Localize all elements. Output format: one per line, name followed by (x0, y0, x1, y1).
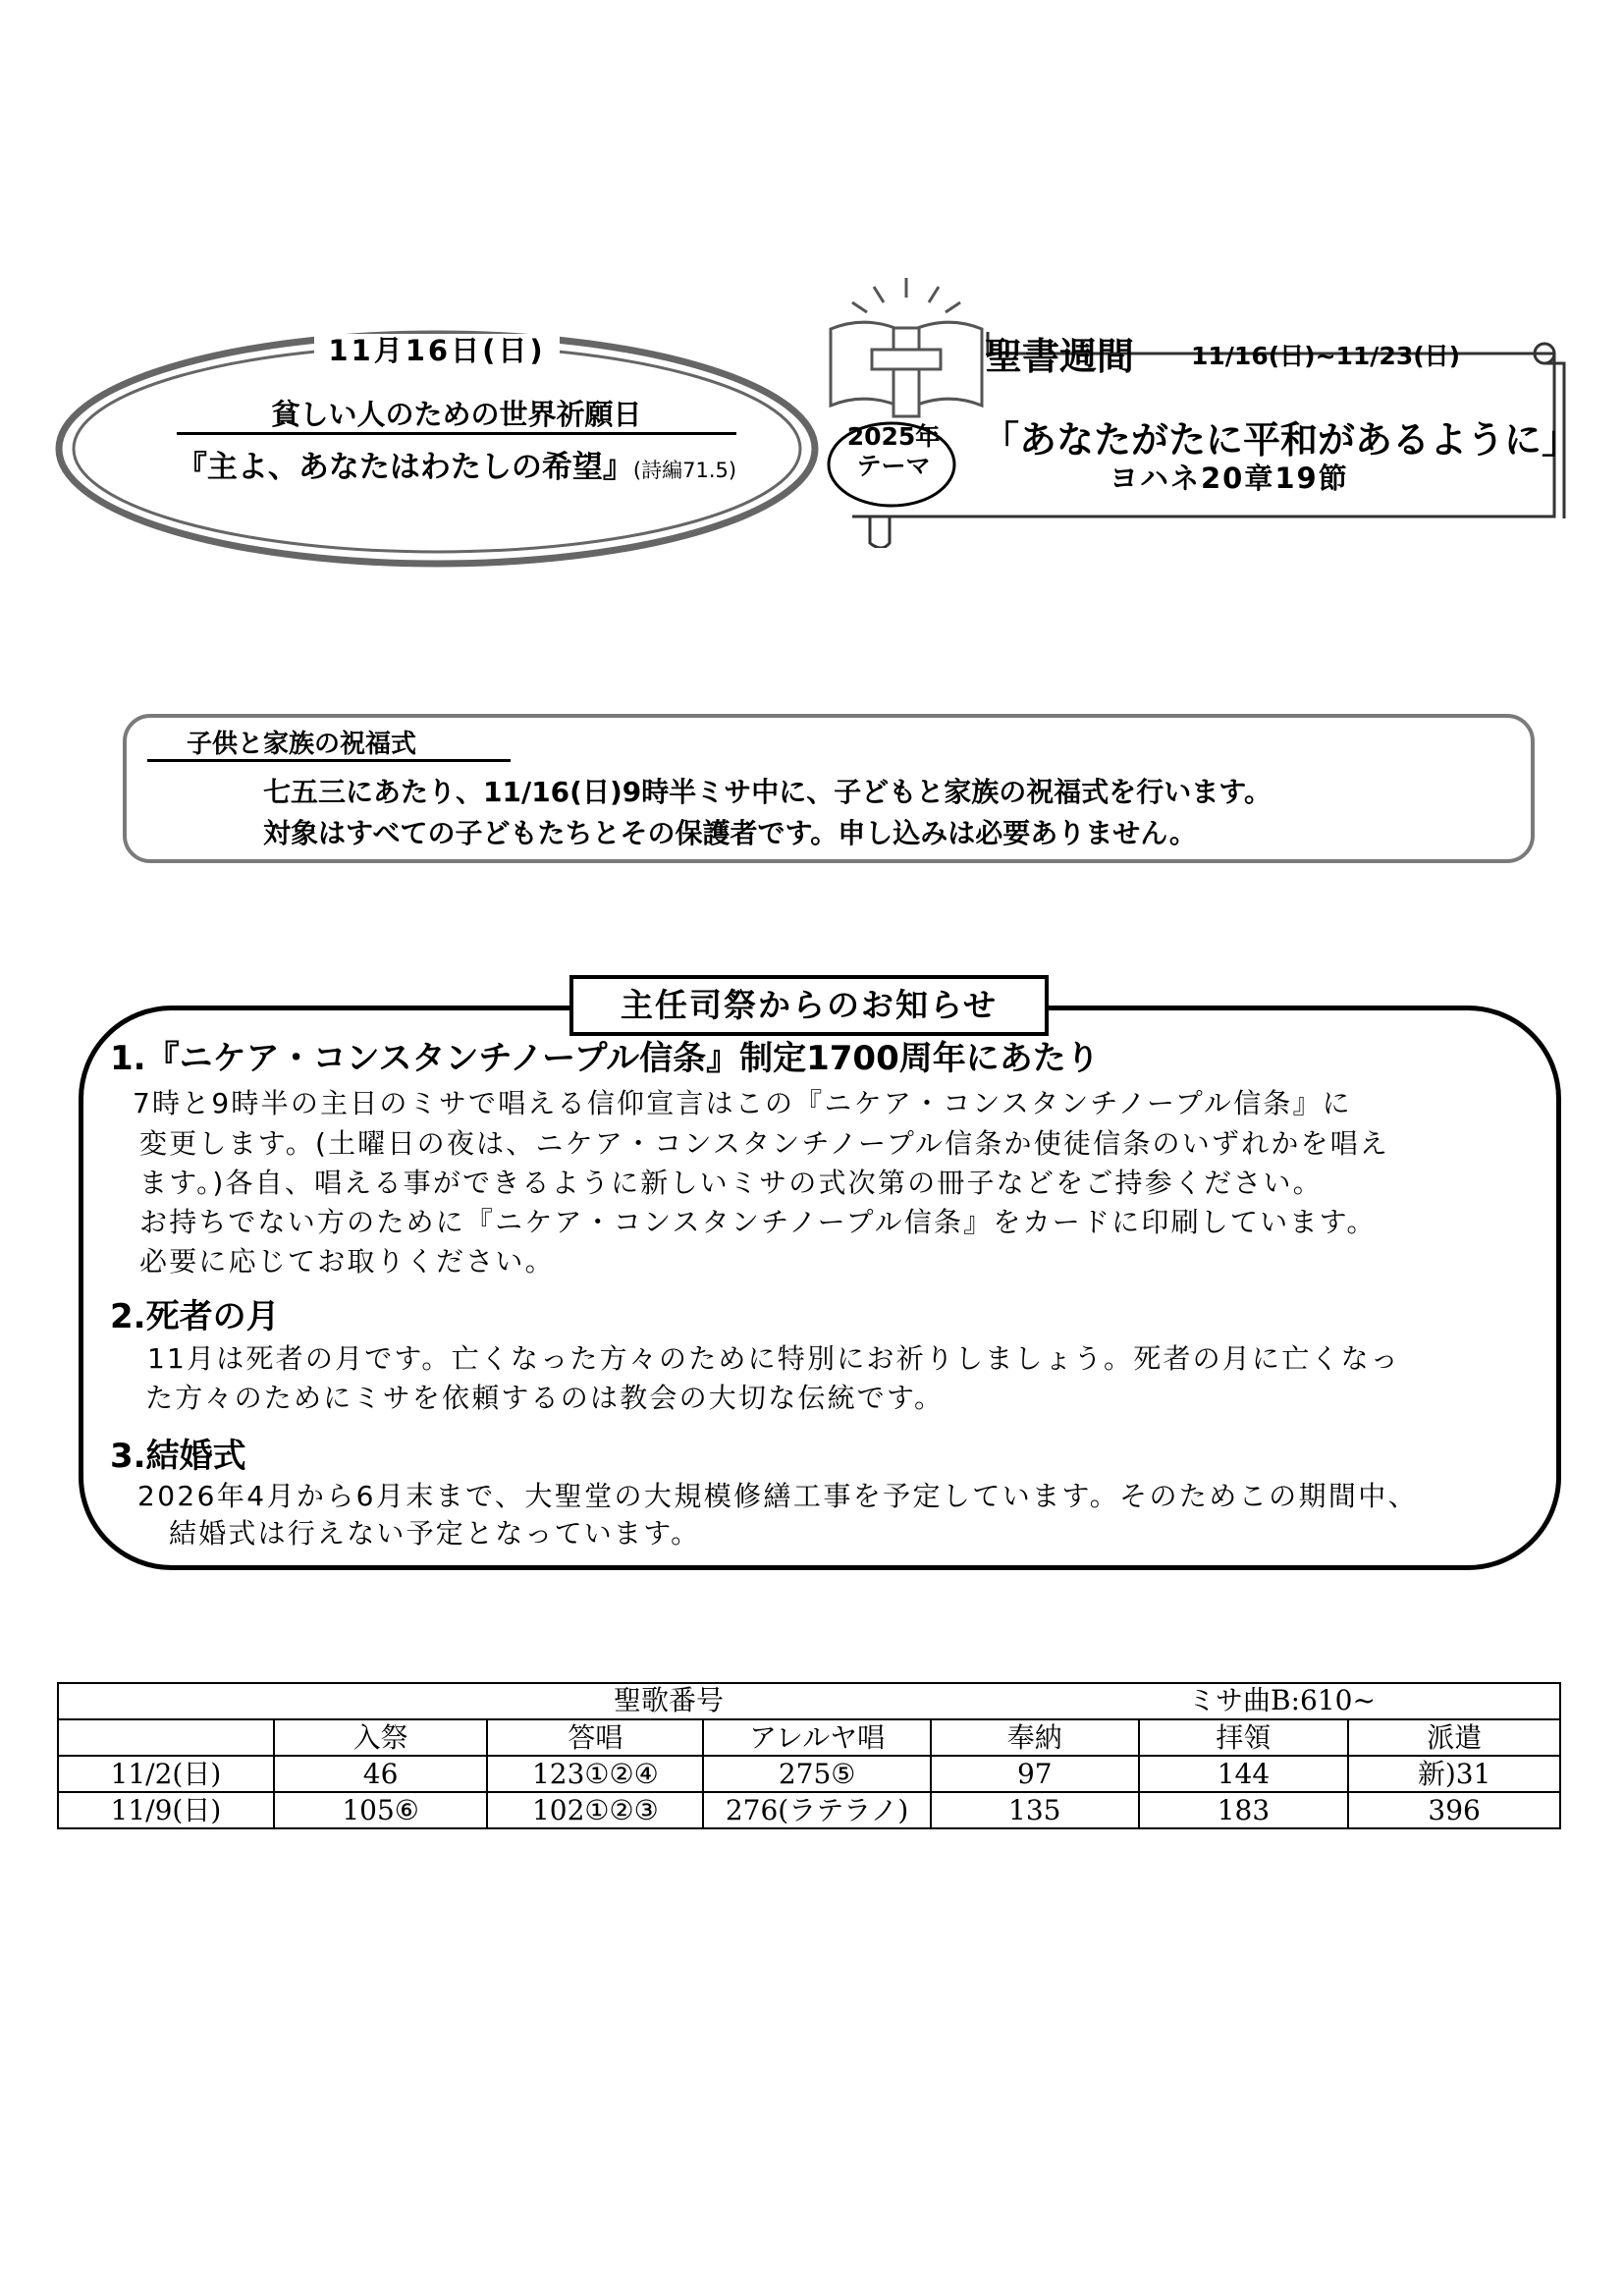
table-row (58, 1756, 1560, 1792)
column-header: アレルヤ唱 (703, 1719, 931, 1756)
section-title: 1.『ニケア・コンスタンチノープル信条』制定1700周年にあたり (110, 1039, 1100, 1078)
body-line: 変更します。(土曜日の夜は、ニケア・コンスタンチノープル信条か使徒信条のいずれかを唱え (139, 1127, 1390, 1160)
poor-day-title: 貧しい人のための世界祈願日 (271, 398, 642, 431)
section-title: 3.結婚式 (110, 1437, 246, 1476)
table-cell: 97 (931, 1756, 1139, 1792)
hymn-header (58, 1683, 1560, 1719)
theme-year: 2025年 (846, 422, 941, 451)
blessing-line: 七五三にあたり、11/16(日)9時半ミサ中に、子どもと家族の祝福式を行います。 (263, 776, 1272, 808)
row-date: 11/9(日) (58, 1792, 274, 1828)
table-cell: 135 (931, 1792, 1139, 1828)
table-cell: 396 (1348, 1792, 1560, 1828)
table-cell: 183 (1139, 1792, 1349, 1828)
table-cell (58, 1719, 274, 1756)
table-cell: 276(ラテラノ) (703, 1792, 931, 1828)
body-line: 2026年4月から6月末まで、大聖堂の大規模修繕工事を予定しています。そのためこの期間中、 (137, 1480, 1419, 1512)
column-header: 拝領 (1139, 1719, 1349, 1756)
table-cell: 102①②③ (487, 1792, 703, 1828)
table-cell: 144 (1139, 1756, 1349, 1792)
theme-label: テーマ (856, 452, 931, 480)
poor-day-ref: (詩編71.5) (632, 459, 737, 482)
bible-week-dates: 11/16(日)~11/23(日) (1191, 342, 1461, 370)
body-line: 必要に応じてお取りください。 (139, 1245, 555, 1278)
blessing-title: 子供と家族の祝福式 (187, 730, 417, 759)
notice-heading: 主任司祭からのお知らせ (569, 975, 1049, 1036)
body-line: た方々のためにミサを依頼するのは教会の大切な伝統です。 (145, 1382, 945, 1414)
table-row (58, 1719, 1560, 1756)
table-cell: 123①②④ (487, 1756, 703, 1792)
blessing-line: 対象はすべての子どもたちとその保護者です。申し込みは必要ありません。 (263, 817, 1197, 849)
table-cell: 46 (274, 1756, 488, 1792)
body-line: 7時と9時半の主日のミサで唱える信仰宣言はこの『ニケア・コンスタンチノープル信条』に (133, 1087, 1352, 1119)
theme-quote: 「あなたがたに平和があるように」 (982, 418, 1580, 462)
body-line: ます。)各自、唱える事ができるように新しいミサの式次第の冊子などをご持参ください。 (139, 1167, 1323, 1199)
row-date: 11/2(日) (58, 1756, 274, 1792)
body-line: 結婚式は行えない予定となっています。 (169, 1517, 701, 1550)
section-title: 2.死者の月 (110, 1297, 280, 1336)
column-header: 入祭 (274, 1719, 488, 1756)
table-cell: 105⑥ (274, 1792, 488, 1828)
bible-icon (831, 278, 982, 416)
column-header: 奉納 (931, 1719, 1139, 1756)
divider (177, 432, 736, 435)
column-header: 答唱 (487, 1719, 703, 1756)
body-line: 11月は死者の月です。亡くなった方々のために特別にお祈りしましょう。死者の月に亡くなっ (147, 1342, 1400, 1375)
bible-week-title: 聖書週間 (985, 335, 1135, 378)
divider (147, 759, 511, 762)
hymn-table (57, 1682, 1561, 1829)
table-row (58, 1683, 1560, 1719)
table-cell: 新)31 (1348, 1756, 1560, 1792)
column-header: 派遣 (1348, 1719, 1560, 1756)
poor-day-date: 11月16日(日) (0, 329, 874, 369)
body-line: お持ちでない方のために『ニケア・コンスタンチノープル信条』をカードに印刷しています。 (139, 1206, 1377, 1238)
table-cell: 275⑤ (703, 1756, 931, 1792)
mass-setting: ミサ曲B:610~ (1188, 1684, 1376, 1716)
table-row (58, 1792, 1560, 1828)
hymn-title: 聖歌番号 (614, 1684, 725, 1716)
theme-ref: ヨハネ20章19節 (1110, 462, 1349, 495)
poor-day-quote: 『主よ、あなたはわたしの希望』(詩編71.5) (176, 450, 737, 485)
theme-badge (830, 422, 957, 481)
